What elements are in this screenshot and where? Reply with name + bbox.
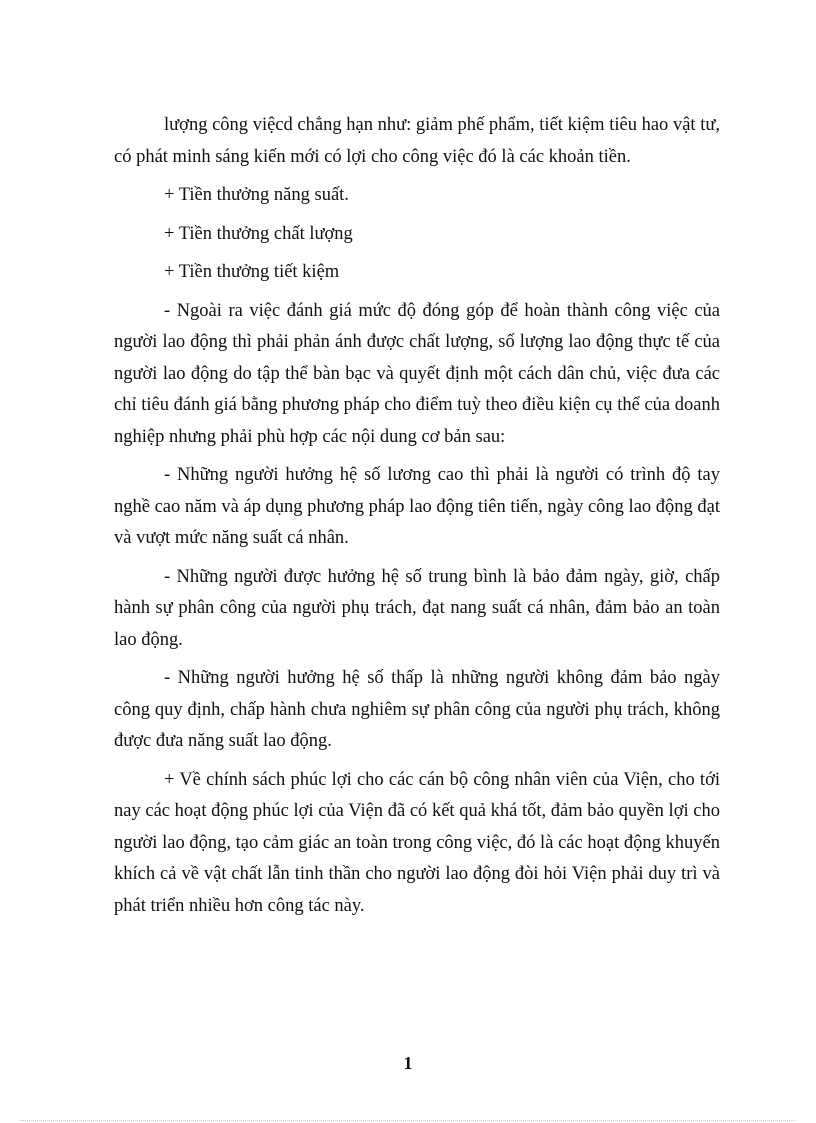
paragraph-bonus-quality: + Tiền thưởng chất lượng [164, 223, 353, 244]
paragraph-evaluation: - Ngoài ra việc đánh giá mức độ đóng góp để hoàn thành công việc của người lao động thì phải phản ánh được chất lượng, số lượng lao động thực tế của người lao động do tập thể bàn bạc và quyết định một cách dân chủ, việc đưa các chỉ tiêu đánh giá bằng phương pháp cho điểm tuỳ theo điều kiện cụ thể của doanh nghiệp nhưng phải phù hợp các nội dung cơ bản sau: [114, 300, 720, 447]
page-edge-divider [20, 1120, 796, 1121]
paragraph-continuation: lượng công việcd chẳng hạn như: giảm phế phẩm, tiết kiệm tiêu hao vật tư, có phát minh sáng kiến mới có lợi cho công việc đó là các khoản tiền. [114, 115, 720, 167]
body-text [114, 110, 720, 929]
paragraph-high-coefficient: - Những người hưởng hệ số lương cao thì phải là người có trình độ tay nghề cao năm và áp dụng phương pháp lao động tiên tiến, ngày công lao động đạt và vượt mức năng suất cá nhân. [114, 465, 721, 548]
paragraph-low-coefficient: - Những người hưởng hệ số thấp là những người không đảm bảo ngày công quy định, chấp hành chưa nghiêm sự phân công của người phụ trách, không được đưa năng suất lao động. [114, 668, 720, 751]
paragraph-average-coefficient: - Những người được hưởng hệ số trung bình là bảo đảm ngày, giờ, chấp hành sự phân công của người phụ trách, đạt nang suất cá nhân, đảm bảo an toàn lao động. [114, 566, 720, 650]
paragraph-bonus-savings: + Tiền thưởng tiết kiệm [164, 262, 340, 282]
paragraph-welfare-policy: + Về chính sách phúc lợi cho các cán bộ công nhân viên của Viện, cho tới nay các hoạt động phúc lợi của Viện đã có kết quả khá tốt, đảm bảo quyền lợi cho người lao động, tạo cảm giác an toàn trong công việc, đó là các hoạt động khuyến khích cả về vật chất lẫn tinh thần cho người lao động đòi hỏi Viện phải duy trì và phát triển nhiều hơn công tác này. [114, 769, 720, 916]
paragraph-bonus-productivity: + Tiền thưởng năng suất. [164, 185, 349, 205]
page-number: 1 [403, 1053, 413, 1073]
